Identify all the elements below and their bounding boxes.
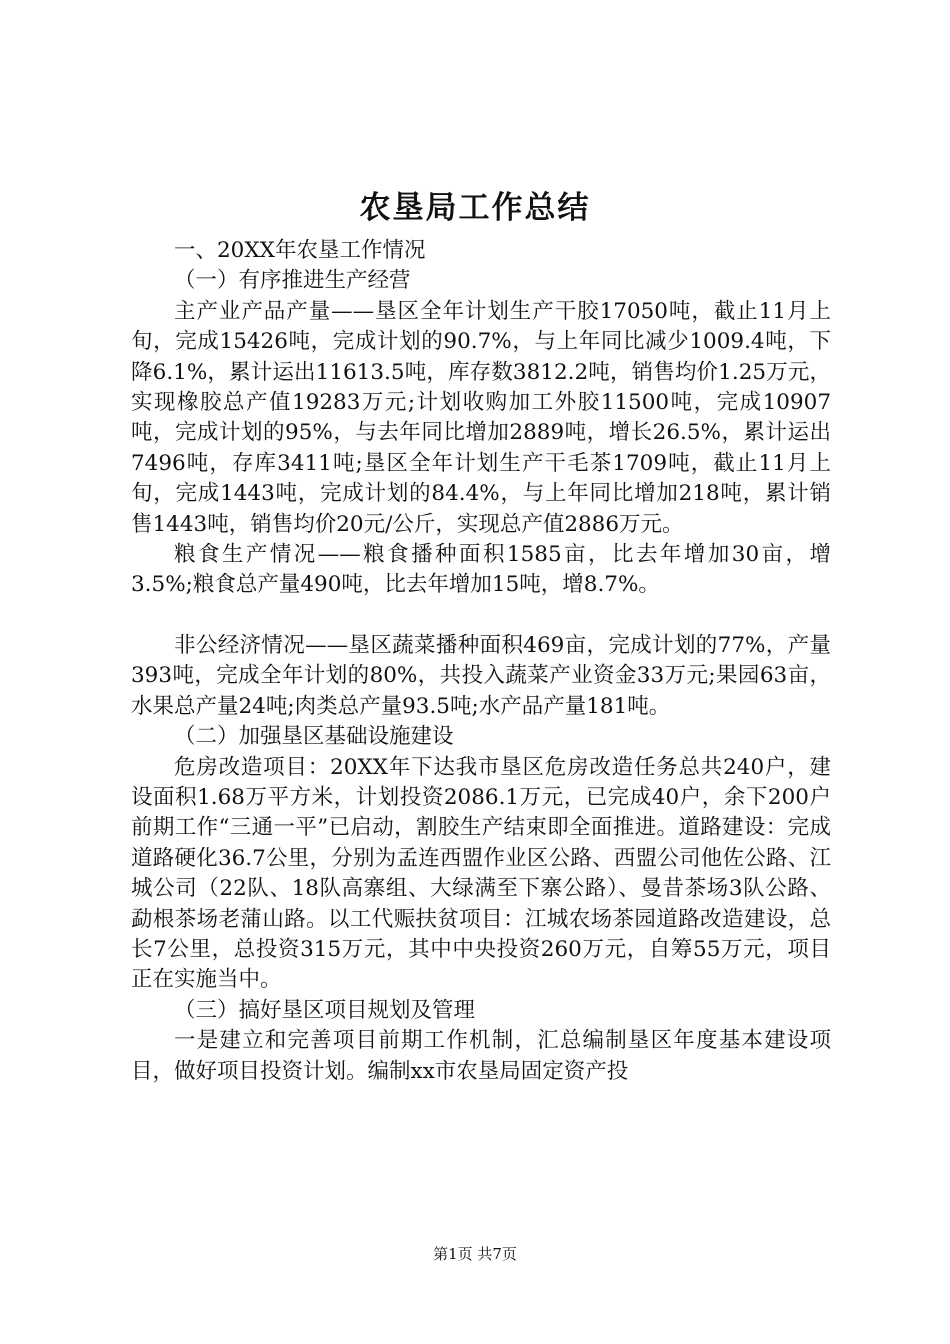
section-heading-1: 一、20XX年农垦工作情况 <box>174 238 426 263</box>
paragraph-grain: 粮食生产情况——粮食播种面积1585亩，比去年增加30亩，增3.5%;粮食总产量490吨，比去年增加15吨，增8.7%。 <box>131 542 831 598</box>
paragraph-project-planning: 一是建立和完善项目前期工作机制，汇总编制垦区年度基本建设项目，做好项目投资计划。编制xx市农垦局固定资产投 <box>131 1028 831 1084</box>
document-body <box>131 236 831 1087</box>
page-footer: 第1页 共7页 <box>433 1245 517 1263</box>
paragraph-infrastructure: 危房改造项目：20XX年下达我市垦区危房改造任务总共240户，建设面积1.68万平方米，计划投资2086.1万元，已完成40户，余下200户前期工作“三通一平”已启动，割胶生产结束即全面推进。道路建设：完成道路硬化36.7公里，分别为孟连西盟作业区公路、西盟公司他佐公路、江城公司（22队、18队高寨组、大绿满至下寨公路）、曼昔茶场3队公路、勐根茶场老蒲山路。以工代赈扶贫项目：江城农场茶园道路改造建设，总长7公里，总投资315万元，其中中央投资260万元，自筹55万元，项目正在实施当中。 <box>131 754 831 993</box>
paragraph-main-products: 主产业产品产量——垦区全年计划生产干胶17050吨，截止11月上旬，完成15426吨，完成计划的90.7%，与上年同比减少1009.4吨，下降6.1%，累计运出11613.5吨，库存数3812.2吨，销售均价1.25万元，实现橡胶总产值19283万元;计划收购加工外胶11500吨，完成10907吨，完成计划的95%，与去年同比增加2889吨，增长26.5%，累计运出7496吨，存库3411吨;垦区全年计划生产干毛茶1709吨，截止11月上旬，完成1443吨，完成计划的84.4%，与上年同比增加218吨，累计销售1443吨，销售均价20元/公斤，实现总产值2886万元。 <box>131 298 831 537</box>
subsection-heading-2: （二）加强垦区基础设施建设 <box>174 724 454 750</box>
paragraph-non-public-economy: 非公经济情况——垦区蔬菜播种面积469亩，完成计划的77%，产量393吨，完成全年计划的80%，共投入蔬菜产业资金33万元;果园63亩，水果总产量24吨;肉类总产量93.5吨;水产品产量181吨。 <box>131 632 831 719</box>
document-title: 农垦局工作总结 <box>359 190 591 226</box>
subsection-heading-3: （三）搞好垦区项目规划及管理 <box>174 997 476 1023</box>
subsection-heading-1: （一）有序推进生产经营 <box>174 268 411 294</box>
